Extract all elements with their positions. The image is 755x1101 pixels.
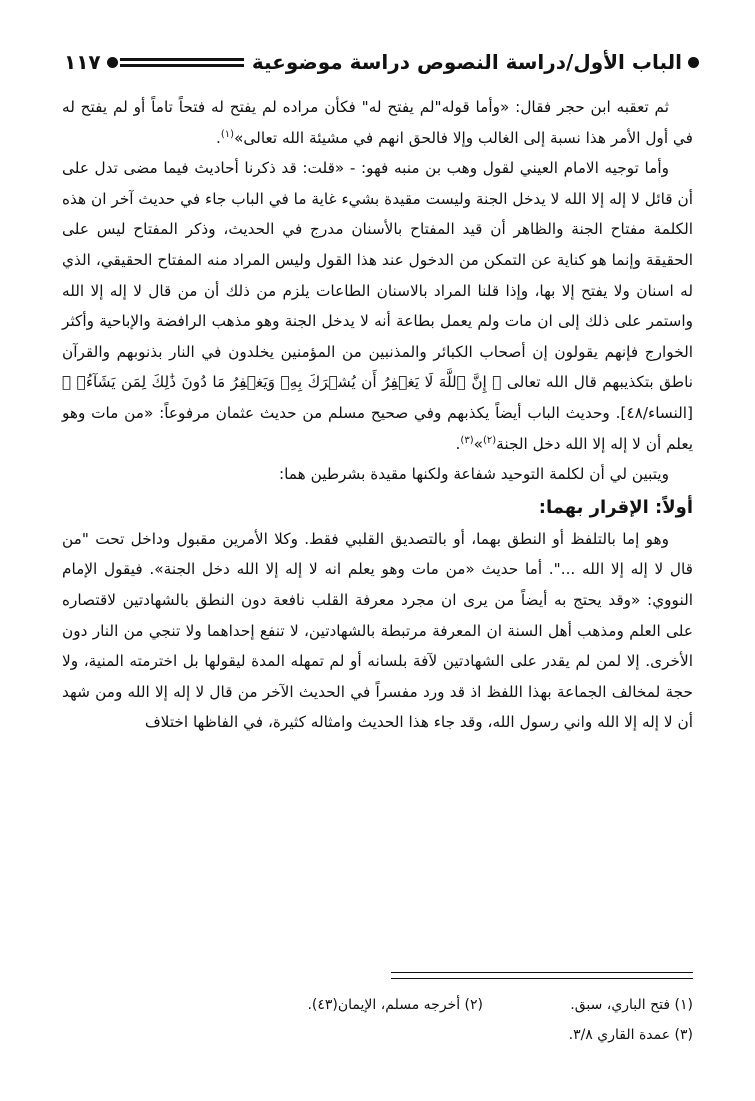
- footnote-divider: [391, 978, 693, 979]
- paragraph: ويتبين لي أن لكلمة التوحيد شفاعة ولكنها مقيدة بشرطين هما:: [278, 465, 669, 484]
- ornament-dot: [107, 57, 118, 68]
- running-header: [58, 44, 699, 80]
- paragraph-text: وأما توجيه الامام العيني لقول وهب بن منبه فهو: - «قلت: قد ذكرنا أحاديث فيما مضى تدل على أن قائل لا إله إلا الله لا يدخل الجنة وليست مقيدة بشيء غاية ما في الباب جاء في حديث آخر ان هذه الكلمة مفتاح الجنة والظاهر أن قيد المفتاح بالأسنان مدرج في الحديث، وذكر المفتاح ليس على الحقيقة وإنما هو كناية عن التمكن من الدخول عند هذا القول وليس المراد منه المفتاح الحقيقي، الذي له اسنان ولا يفتح إلا بها، وإذا قلنا المراد بالاسنان الطاعات يلزم من ذلك أن من قال لا إله إلا الله واستمر على ذلك إلى ان مات ولم يعمل بطاعة أنه لا يدخل الجنة وهو مذهب الرافضة والإباحية وأكثر الخوارج فإنهم يقولون إن أصحاب الكبائر والمذنبين من المؤمنين يخلدون في النار بذنوبهم والقرآن ناطق بتكذيبهم قال الله تعالى ﴿ إِنَّ ٱللَّهَ لَا يَغۡفِرُ أَن يُشۡرَكَ بِهِۦ وَيَغۡفِرُ مَا دُونَ ذَٰلِكَ لِمَن يَشَآءُۚ ﴾ [النساء/٤٨]. وحديث الباب أيضاً يكذبهم وفي صحيح مسلم من حديث عثمان مرفوعاً: «من مات وهو يعلم أن لا إله إلا الله دخل الجنة: [62, 159, 693, 453]
- footnote-row: [62, 990, 693, 1020]
- footnote-divider: [391, 972, 693, 973]
- paragraph: [62, 92, 693, 153]
- main-text: [62, 92, 693, 738]
- footnote-row: [62, 1020, 693, 1050]
- section-heading: أولاً: الإقرار بهما:: [538, 496, 693, 518]
- paragraph-text: »: [473, 434, 483, 453]
- footnotes: [62, 990, 693, 1050]
- paragraph-text: .: [455, 434, 461, 453]
- footnote: (٣) عمدة القاري ٣/٨.: [568, 1027, 693, 1043]
- paragraph-text: .: [216, 128, 221, 147]
- footnote: (٢) أخرجه مسلم، الإيمان(٤٣).: [307, 997, 483, 1013]
- header-rule: [120, 58, 244, 67]
- page-number: ١١٧: [64, 50, 101, 74]
- paragraph: وهو إما بالتلفظ أو النطق بهما، أو بالتصديق القلبي فقط. وكلا الأمرين مقبول وداخل تحت "من قال لا إله إلا الله ...". أما حديث «من مات وهو يعلم انه لا إله إلا الله دخل الجنة». فيقول الإمام النووي: «وقد يحتج به أيضاً من يرى ان مجرد معرفة القلب نافعة دون النطق بالشهادتين لاقتصاره على العلم ومذهب أهل السنة ان المعرفة مرتبطة بالشهادتين، لا تنفع إحداهما ولا تنجي من النار دون الأخرى. إلا لمن لم يقدر على الشهادتين لآفة بلسانه أو لم تمهله المدة ليقولها بل اخترمته المنية، ولا حجة لمخالف الجماعة بهذا اللفظ اذ قد ورد مفسراً في الحديث الآخر من قال لا إله إلا الله ومن شهد أن لا إله إلا الله واني رسول الله، وقد جاء هذا الحديث وامثاله كثيرة، في الفاظها اختلاف: [62, 529, 693, 732]
- footnote-ref: (١): [220, 128, 235, 140]
- footnote-ref: (٣): [460, 434, 474, 446]
- ornament-dot: [688, 57, 699, 68]
- footnote: (١) فتح الباري، سبق.: [570, 997, 693, 1013]
- footnote-ref: (٢): [482, 434, 497, 446]
- header-title: الباب الأول/دراسة النصوص دراسة موضوعية: [251, 50, 682, 74]
- paragraph-text: ثم تعقبه ابن حجر فقال: «وأما قوله"لم يفتح له" فكأن مراده لم يفتح له فتحاً تاماً أو لم يفتح له في أول الأمر هذا نسبة إلى الغالب وإلا فالحق انهم في مشيئة الله تعالى»: [62, 98, 693, 147]
- paragraph: [62, 153, 693, 459]
